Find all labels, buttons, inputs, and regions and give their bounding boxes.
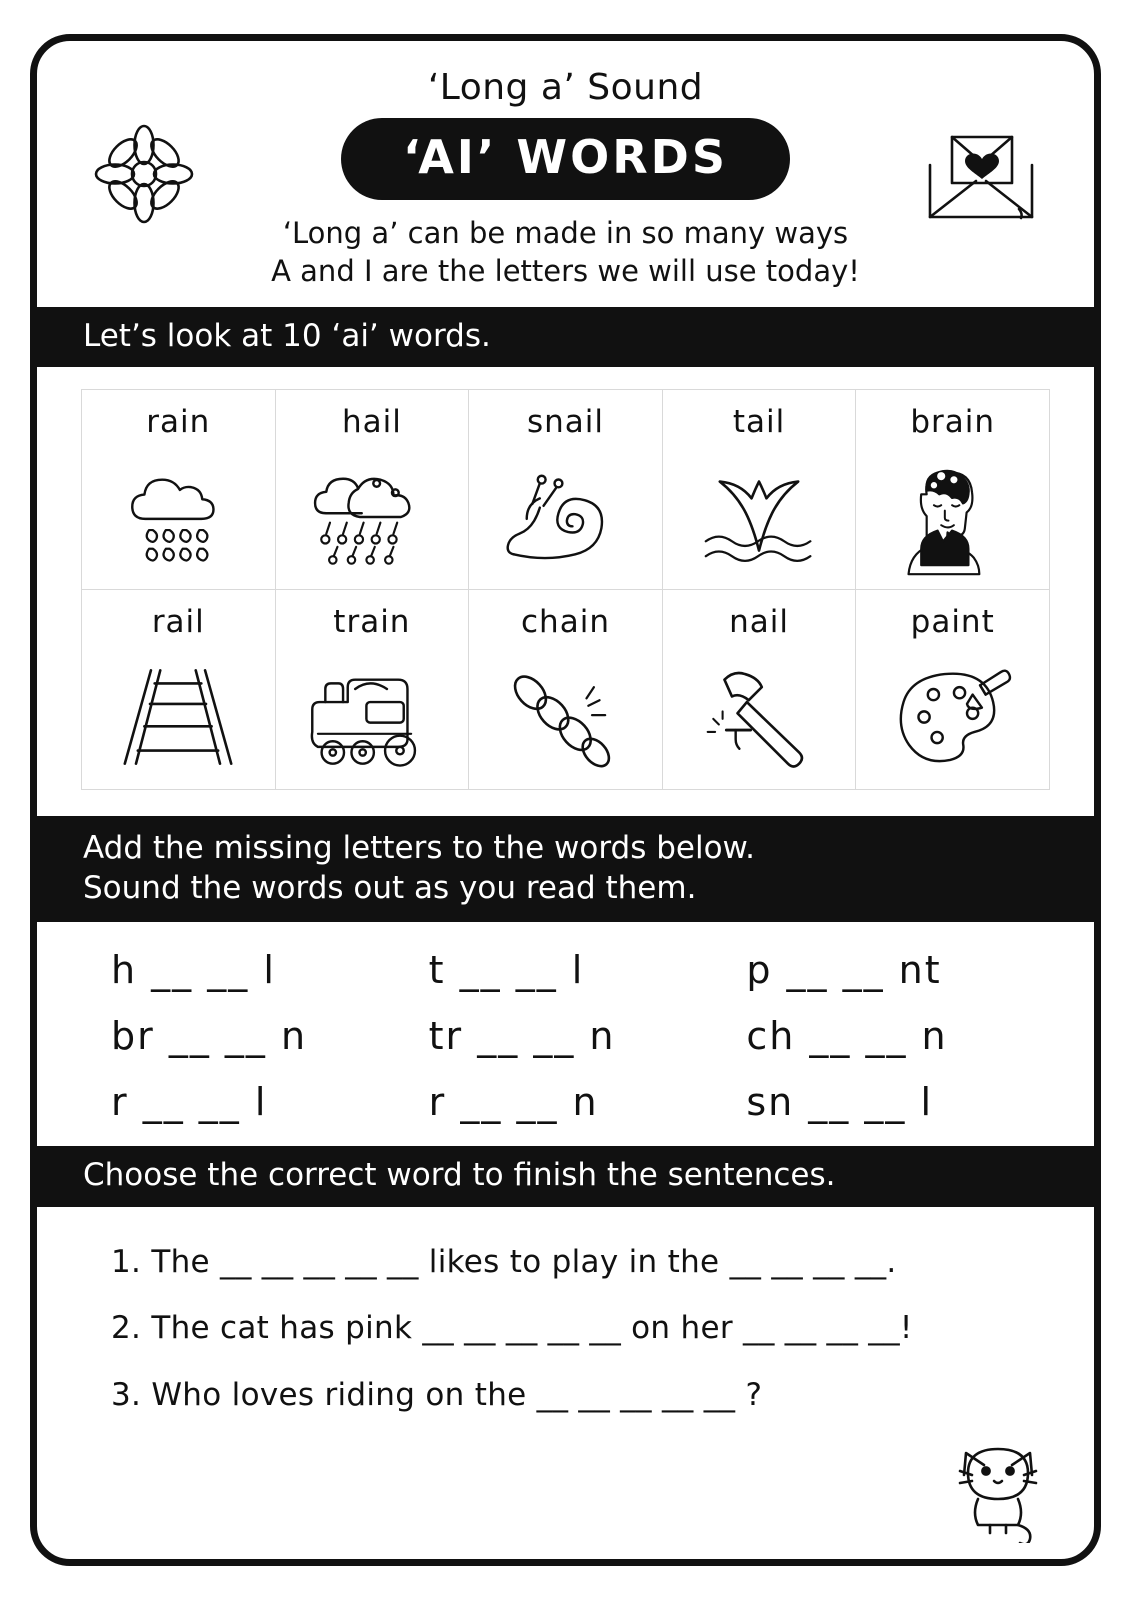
missing-letter-item[interactable]: ch __ __ n (746, 1014, 948, 1059)
word-card-paint (856, 590, 1050, 790)
missing-letter-item[interactable]: t __ __ l (428, 948, 585, 993)
whale-tail-icon (663, 446, 856, 589)
snail-icon (469, 446, 662, 589)
word-label: hail (341, 403, 402, 440)
sentences-section (37, 1207, 1094, 1439)
header-subtitle-top: ‘Long a’ Sound (427, 67, 704, 108)
word-card-tail (663, 390, 857, 590)
sentence-item[interactable]: 2. The cat has pink __ __ __ __ __ on her __ __ __ __! (111, 1310, 913, 1347)
worksheet-header (37, 41, 1094, 307)
word-grid (81, 389, 1050, 790)
word-card-nail (663, 590, 857, 790)
word-card-train (276, 590, 470, 790)
cat-icon (938, 1423, 1058, 1543)
sentence-item[interactable]: 1. The __ __ __ __ __ likes to play in the __ __ __ __. (111, 1243, 897, 1280)
word-label: chain (521, 603, 610, 640)
header-description-line2: A and I are the letters we will use today! (271, 254, 860, 289)
sentence-item[interactable]: 3. Who loves riding on the __ __ __ __ __ ? (111, 1377, 763, 1414)
page-title: ‘AI’ WORDS (341, 118, 790, 200)
missing-letter-item[interactable]: h __ __ l (111, 948, 276, 993)
word-label: tail (732, 403, 786, 440)
band-line2: Sound the words out as you read them. (83, 870, 697, 907)
word-label: paint (910, 603, 995, 640)
missing-letter-item[interactable]: r __ __ l (111, 1080, 268, 1125)
paint-palette-icon (856, 646, 1049, 789)
section-band-words: Let’s look at 10 ‘ai’ words. (37, 307, 1094, 367)
word-card-brain (856, 390, 1050, 590)
word-label: rail (151, 603, 205, 640)
hammer-nail-icon (663, 646, 856, 789)
envelope-heart-icon (916, 125, 1046, 225)
header-description-line1: ‘Long a’ can be made in so many ways (282, 216, 849, 250)
train-icon (276, 646, 469, 789)
word-card-rail (82, 590, 276, 790)
word-card-hail (276, 390, 470, 590)
flower-icon (89, 119, 199, 229)
section-band-missing-letters (37, 816, 1094, 923)
missing-letter-item[interactable]: p __ __ nt (746, 948, 942, 993)
missing-letters-grid (89, 948, 1042, 1124)
missing-letter-item[interactable]: r __ __ n (428, 1080, 599, 1125)
missing-letters-section (37, 922, 1094, 1146)
rain-cloud-icon (82, 446, 275, 589)
word-card-snail (469, 390, 663, 590)
chain-icon (469, 646, 662, 789)
worksheet-frame (30, 34, 1101, 1566)
hail-cloud-icon (276, 446, 469, 589)
word-card-rain (82, 390, 276, 590)
head-brain-icon (856, 446, 1049, 589)
missing-letter-item[interactable]: br __ __ n (111, 1014, 308, 1059)
word-label: train (333, 603, 411, 640)
band-line1: Add the missing letters to the words below. (83, 829, 755, 866)
railroad-track-icon (82, 646, 275, 789)
missing-letter-item[interactable]: sn __ __ l (746, 1080, 934, 1125)
word-label: rain (146, 403, 211, 440)
word-grid-section (37, 367, 1094, 816)
word-label: nail (729, 603, 790, 640)
section-band-sentences: Choose the correct word to finish the sentences. (37, 1146, 1094, 1206)
missing-letter-item[interactable]: tr __ __ n (428, 1014, 616, 1059)
word-label: brain (910, 403, 996, 440)
word-label: snail (526, 403, 604, 440)
word-card-chain (469, 590, 663, 790)
